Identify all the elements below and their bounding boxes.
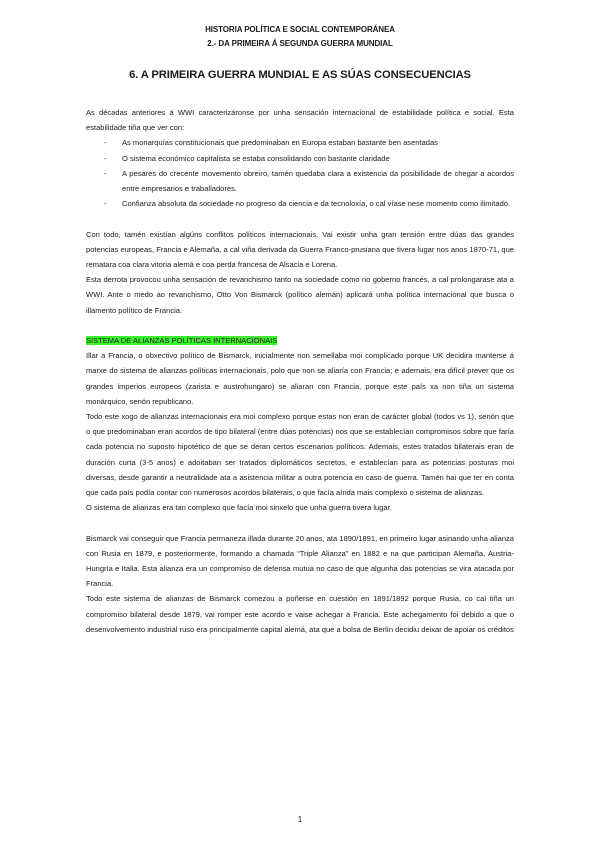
paragraph-russia: Todo este sistema de alianzas de Bismarck comezou a poñerse en cuestión en 1891/1892 porque Rusia, co cal tiña un compromiso bilateral desde 1879, vai romper este acordo e vaise achegar a Francia. Este achegamento foi debido a que o desenvolvemento industrial ruso era principalmente capital alemá, ata que a bolsa de Berlín decidiu deixar de apoiar os créditos	[86, 594, 514, 634]
section-heading	[86, 333, 514, 348]
paragraph-isolation: Illar a Francia, o obxectivo político de Bismarck, inicialmente non semellaba moi complicado porque UK decidira manterse á marxe do sistema de alianzas políticas internacionais, polo que non se aliaría con Francia; e ademais, era difícil prever que os grandes imperios europeos (zarista e austrohungaro) se aliaran con Francia, porque este país xa non tiña un sistema monárquico, senón republicano.	[86, 351, 514, 406]
paragraph-triple-alliance: Bismarck vai conseguir que Francia permaneza illada durante 20 anos, ata 1890/1891, en primeiro lugar asinando unha alianza con Rusia en 1879, e posteriormente, formando a chamada “Triple Alianza” en 1882 e na que participan Alemaña, Austria-Hungría e Italia. Esta alianza era un compromiso de defensa mutua no caso de que algunha das potencias se vira atacada por Francia.	[86, 533, 514, 589]
highlighted-heading: SISTEMA DE ALIANZAS POLÍTICAS INTERNACIONAIS	[86, 336, 278, 346]
paragraph-revanchism: Esta derrota provocou unha sensación de revanchismo tanto na sociedade como no goberno francés, a cal prolongarase ata a WWI. Ante o medo ao revanchismo, Otto Von Bismarck (político alemán) aplicará unha política internacional que busca o illamento político de Francia.	[86, 275, 514, 315]
bullet-item: - As monarquías constitucionais que predominaban en Europa estaban bastante ben asentadas	[86, 135, 514, 150]
paragraph-complexity: O sistema de alianzas era tan complexo que facía moi sinxelo que unha guerra tivera lugar.	[86, 503, 392, 513]
document-body	[86, 105, 514, 637]
paragraph-conflicts: Con todo, tamén existían algúns conflitos políticos internacionais. Vai existir unha gran tensión entre dúas das grandes potencias europeas, Francia e Alemaña, a cal viña derivada da Guerra Franco-prusiana que tivera lugar nos anos 1870-71, que rematara coa clara vitoria alemá e coa perda francesa de Alsacia e Lorena.	[86, 229, 514, 270]
bullet-list	[86, 135, 514, 211]
page-number: 1	[297, 815, 303, 824]
running-header-title: HISTORIA POLÍTICA E SOCIAL CONTEMPORÁNEA	[205, 25, 395, 34]
running-header-subtitle: 2.- DA PRIMEIRA Á SEGUNDA GUERRA MUNDIAL	[207, 39, 393, 48]
bullet-item: - O sistema económico capitalista se estaba consolidando con bastante claridade	[86, 151, 514, 166]
chapter-title: 6. A PRIMEIRA GUERRA MUNDIAL E AS SÚAS CONSECUENCIAS	[129, 69, 471, 81]
bullet-item: - Confianza absoluta da sociedade no progreso da ciencia e da tecnoloxía, o cal víase nese momento como ilimitado.	[86, 196, 514, 211]
bullet-item: - A pesares do crecente movemento obreiro, tamén quedaba clara a existencia da posibilidade de chegar a acordos entre empresarios e traballadores.	[86, 166, 514, 196]
intro-paragraph: As décadas anteriores á WWI caracterizáronse por unha sensación internacional de estabilidade política e social. Esta estabilidade tiña que ver con:	[86, 108, 514, 133]
paragraph-bilateral: Todo este xogo de alianzas internacionais era moi complexo porque estas non eran de carácter global (todos vs 1), senón que o que predominaban eran acordos de tipo bilateral (entre dúas potencias) nos que se establecían compromisos sobre que faría cada potencia no suposto hipotético de que se deran certos escenarios políticos. Ademais, estes tratados bilaterais eran de duración curta (3-5 anos) e adoitaban ser tratados diplomáticos secretos, e establecían para as potencias posturas moi diversas, desde garantir a neutralidade ata a asistencia militar a outra potencia en caso de guerra. Tamén hai que ter en conta que cada país podía contar con numerosos acordos bilaterais, o que facía aínda mais complexo o sistema de alianzas.	[86, 412, 514, 498]
